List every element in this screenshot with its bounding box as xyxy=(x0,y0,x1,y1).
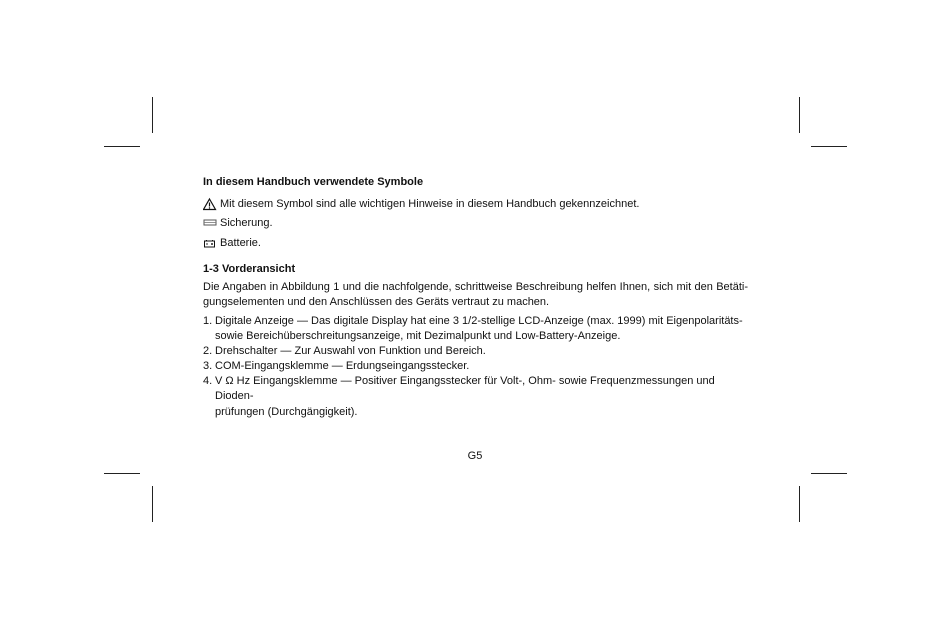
front-view-heading: 1-3 Vorderansicht xyxy=(203,263,296,275)
front-view-list xyxy=(203,314,748,420)
symbol-row-warning xyxy=(203,197,748,212)
symbol-text-fuse: Sicherung. xyxy=(220,217,273,229)
battery-icon xyxy=(203,236,217,251)
list-item xyxy=(203,374,748,420)
symbol-row-battery xyxy=(203,236,748,251)
symbol-row-fuse xyxy=(203,216,748,231)
crop-mark-top-right-horizontal xyxy=(811,146,847,147)
list-item-text: COM-Eingangsklemme — Erdungseingangsstecker. xyxy=(215,360,470,372)
list-item-text-line-2: sowie Bereichüberschreitungsanzeige, mit Dezimalpunkt und Low-Battery-Anzeige. xyxy=(215,330,621,342)
crop-mark-top-left-vertical xyxy=(152,97,153,133)
symbols-heading: In diesem Handbuch verwendete Symbole xyxy=(203,176,424,188)
list-item-text: Drehschalter — Zur Auswahl von Funktion und Bereich. xyxy=(215,345,486,357)
fuse-icon xyxy=(203,216,217,231)
list-item-number: 4. xyxy=(203,375,213,387)
list-item-number: 2. xyxy=(203,345,213,357)
page-number: G5 xyxy=(467,450,483,462)
crop-mark-bottom-left-vertical xyxy=(152,486,153,522)
list-item xyxy=(203,314,748,344)
symbol-text-warning: Mit diesem Symbol sind alle wichtigen Hinweise in diesem Handbuch gekennzeichnet. xyxy=(220,198,640,210)
list-item xyxy=(203,344,748,359)
front-view-intro xyxy=(203,280,748,310)
list-item-text-line-1: Digitale Anzeige — Das digitale Display hat eine 3 1/2-stellige LCD-Anzeige (max. 1999) mit Eigenpolaritäts- xyxy=(215,315,743,327)
list-item-number: 1. xyxy=(203,315,213,327)
crop-mark-top-right-vertical xyxy=(799,97,800,133)
list-item-text-line-2: prüfungen (Durchgängigkeit). xyxy=(215,406,358,418)
warning-triangle-icon xyxy=(203,197,217,212)
list-item-text-line-1: V Ω Hz Eingangsklemme — Positiver Eingangsstecker für Volt-, Ohm- sowie Frequenzmessungen und Dioden- xyxy=(215,375,715,402)
list-item-number: 3. xyxy=(203,360,213,372)
list-item xyxy=(203,359,748,374)
crop-mark-bottom-right-horizontal xyxy=(811,473,847,474)
symbol-text-battery: Batterie. xyxy=(220,237,261,249)
crop-mark-top-left-horizontal xyxy=(104,146,140,147)
crop-mark-bottom-left-horizontal xyxy=(104,473,140,474)
front-view-intro-line-2: gungselementen und den Anschlüssen des Geräts vertraut zu machen. xyxy=(203,296,550,308)
page-content xyxy=(203,175,748,420)
front-view-intro-line-1: Die Angaben in Abbildung 1 und die nachfolgende, schrittweise Beschreibung helfen Ihnen, sich mit den Betäti- xyxy=(203,281,748,293)
crop-mark-bottom-right-vertical xyxy=(799,486,800,522)
